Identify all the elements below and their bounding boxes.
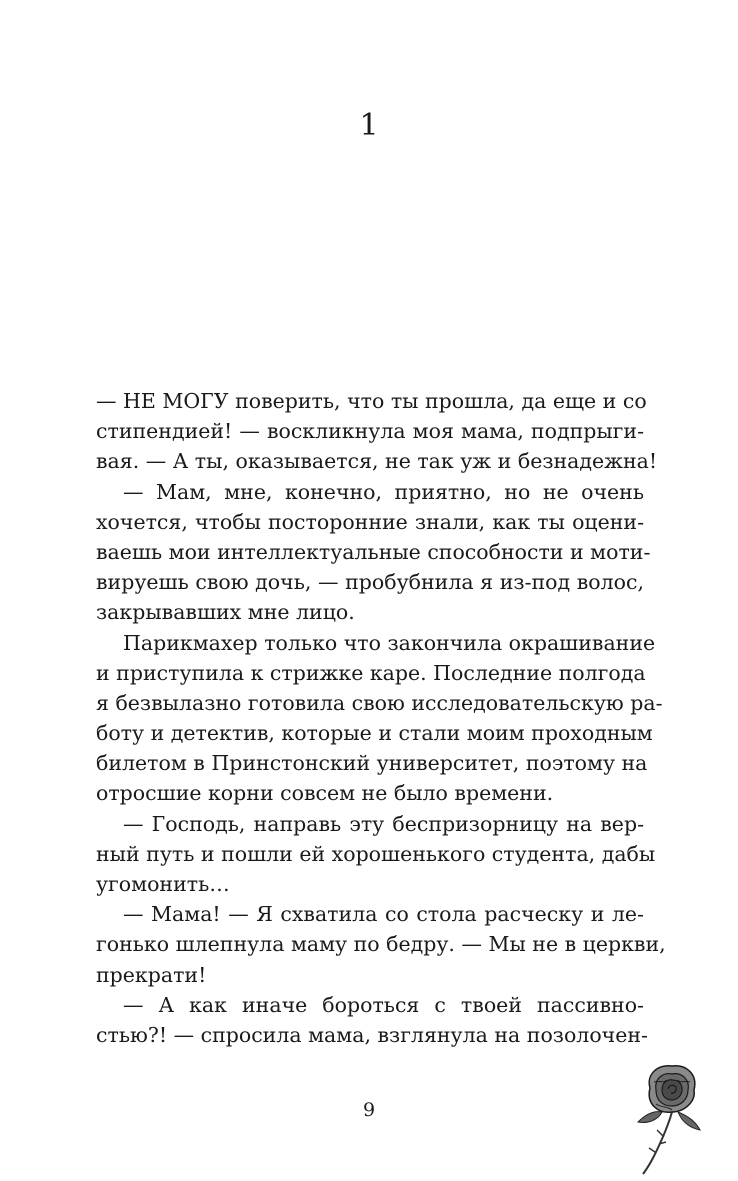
text-line: билетом в Принстонский университет, поэтому на — [96, 751, 648, 776]
page-number: 9 — [362, 1099, 376, 1121]
text-line: ваешь мои интеллектуальные способности и моти- — [96, 539, 651, 564]
text-line: прекрати! — [96, 962, 207, 987]
text-line: угомонить… — [96, 872, 230, 896]
chapter-number: 1 — [359, 108, 379, 143]
text-line: и приступила к стрижке каре. Последние полгода — [96, 660, 646, 685]
text-line: хочется, чтобы посторонние знали, как ты оцени- — [96, 509, 644, 534]
text-line: гонько шлепнула маму по бедру. — Мы не в церкви, — [96, 932, 666, 957]
text-line: стью?! — спросила мама, взглянула на позолочен- — [96, 1022, 648, 1047]
text-line: стипендией! — воскликнула моя мама, подпрыги- — [96, 419, 644, 444]
body-text — [96, 386, 666, 1050]
text-line: боту и детектив, которые и стали моим проходным — [96, 721, 653, 746]
text-line: ный путь и пошли ей хорошенького студента, дабы — [96, 841, 656, 866]
text-line: Парикмахер только что закончила окрашивание — [123, 630, 656, 655]
text-line: — А как иначе бороться с твоей пассивно- — [123, 992, 644, 1017]
text-line: — Господь, направь эту беспризорницу на вер- — [123, 811, 644, 836]
text-line: вируешь свою дочь, — пробубнила я из-под волос, — [96, 570, 644, 595]
text-line: я безвылазно готовила свою исследовательскую ра- — [96, 690, 663, 715]
rose-icon — [632, 1060, 708, 1176]
text-line: — Мам, мне, конечно, приятно, но не очень — [123, 479, 644, 504]
text-line: — Мама! — Я схватила со стола расческу и ле- — [123, 902, 644, 927]
text-line: — НЕ МОГУ поверить, что ты прошла, да еще и со — [96, 389, 647, 413]
text-line: вая. — А ты, оказывается, не так уж и безнадежна! — [96, 449, 658, 474]
text-line: отросшие корни совсем не было времени. — [96, 781, 554, 806]
text-line: закрывавших мне лицо. — [96, 600, 355, 625]
